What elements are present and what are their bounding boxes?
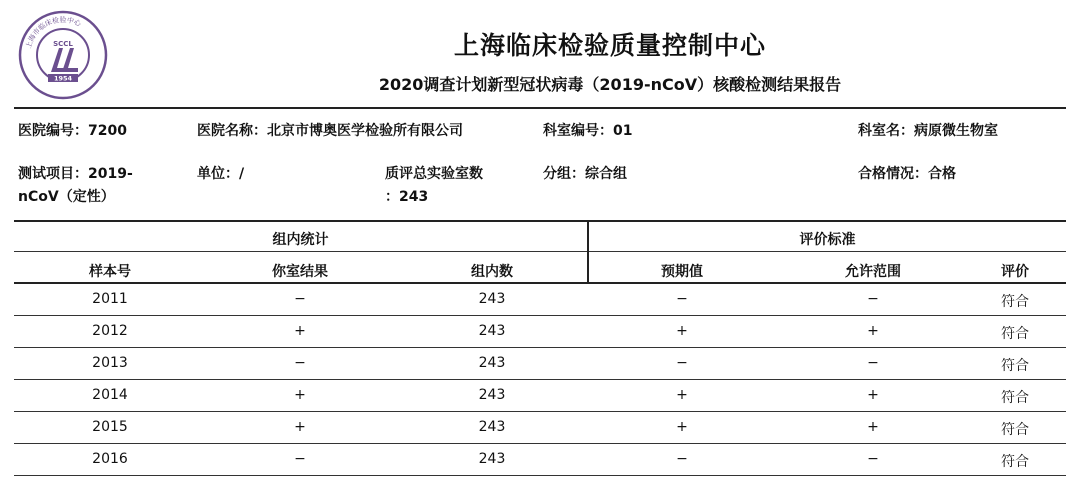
cell-group-count: 243 [478, 323, 506, 339]
svg-text:1954: 1954 [53, 74, 73, 83]
cell-group-count: 243 [478, 355, 506, 371]
cell-expected: + [676, 419, 688, 435]
header-divider [14, 107, 1066, 109]
row-divider [14, 411, 1066, 412]
subheader-line-right [589, 251, 1066, 252]
total-labs-line2: ：243 [385, 189, 429, 205]
cell-expected: − [676, 355, 688, 371]
cell-allowed-range: − [867, 291, 879, 307]
test-item-line2: nCoV（定性） [18, 189, 115, 205]
cell-evaluation: 符合 [1001, 390, 1029, 406]
row-divider [14, 379, 1066, 380]
cell-evaluation: 符合 [1001, 326, 1029, 342]
report-title: 上海临床检验质量控制中心 [453, 31, 766, 60]
cell-sample-no: 2015 [92, 419, 128, 435]
group: 分组：综合组 [543, 166, 627, 182]
cell-allowed-range: − [867, 355, 879, 371]
group-stats-header: 组内统计 [272, 232, 329, 248]
col-header-evaluation: 评价 [1001, 264, 1029, 280]
sccl-logo [18, 10, 108, 100]
table-top-line [14, 220, 1066, 222]
unit: 单位：/ [197, 166, 245, 182]
cell-your-result: − [294, 451, 306, 467]
cell-expected: + [676, 323, 688, 339]
row-divider [14, 475, 1066, 476]
col-header-allowed-range: 允许范围 [845, 264, 901, 280]
qualification-status: 合格情况：合格 [858, 166, 956, 182]
header-bottom-line [14, 282, 1066, 284]
cell-group-count: 243 [478, 387, 506, 403]
col-header-expected: 预期值 [661, 264, 703, 280]
col-header-your-result: 你室结果 [272, 264, 328, 280]
total-labs-line1: 质评总实验室数 [385, 166, 483, 182]
cell-expected: − [676, 451, 688, 467]
col-header-sample-no: 样本号 [89, 264, 131, 280]
row-divider [14, 347, 1066, 348]
cell-evaluation: 符合 [1001, 422, 1029, 438]
cell-expected: + [676, 387, 688, 403]
cell-your-result: − [294, 355, 306, 371]
svg-text:SCCL: SCCL [53, 40, 73, 48]
cell-sample-no: 2013 [92, 355, 128, 371]
test-item-line1: 测试项目：2019- [18, 166, 133, 182]
cell-evaluation: 符合 [1001, 358, 1029, 374]
cell-allowed-range: − [867, 451, 879, 467]
svg-text:上海市临床检验中心: 上海市临床检验中心 [24, 15, 83, 50]
eval-standard-header: 评价标准 [799, 232, 856, 248]
cell-group-count: 243 [478, 291, 506, 307]
cell-your-result: + [294, 419, 306, 435]
cell-sample-no: 2012 [92, 323, 128, 339]
report-subtitle: 2020调查计划新型冠状病毒（2019-nCoV）核酸检测结果报告 [378, 75, 842, 94]
cell-group-count: 243 [478, 451, 506, 467]
cell-allowed-range: + [867, 419, 879, 435]
row-divider [14, 315, 1066, 316]
cell-expected: − [676, 291, 688, 307]
hospital-name: 医院名称：北京市博奥医学检验所有限公司 [197, 123, 463, 139]
dept-code: 科室编号：01 [543, 123, 633, 139]
cell-your-result: − [294, 291, 306, 307]
cell-allowed-range: + [867, 323, 879, 339]
cell-your-result: + [294, 323, 306, 339]
cell-evaluation: 符合 [1001, 454, 1029, 470]
col-header-group-count: 组内数 [471, 264, 513, 280]
hospital-code: 医院编号：7200 [18, 123, 127, 139]
cell-your-result: + [294, 387, 306, 403]
subheader-line-left [14, 251, 587, 252]
cell-sample-no: 2014 [92, 387, 128, 403]
cell-group-count: 243 [478, 419, 506, 435]
cell-sample-no: 2011 [92, 291, 128, 307]
cell-sample-no: 2016 [92, 451, 128, 467]
cell-allowed-range: + [867, 387, 879, 403]
dept-name: 科室名：病原微生物室 [858, 123, 998, 139]
row-divider [14, 443, 1066, 444]
cell-evaluation: 符合 [1001, 294, 1029, 310]
